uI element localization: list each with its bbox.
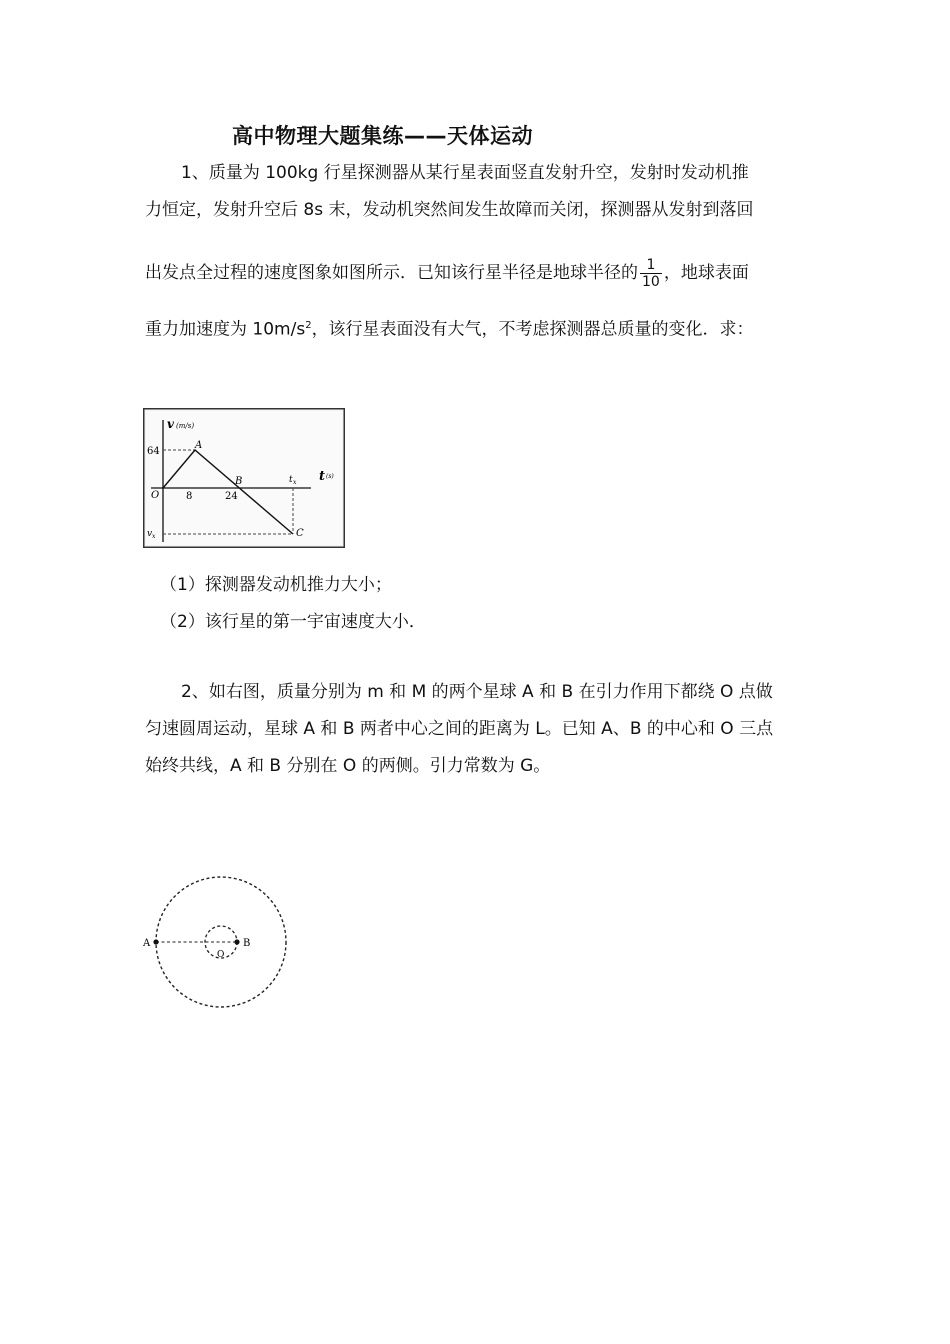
graph-label-tx: t <box>289 475 293 485</box>
graph-label-vx: v <box>147 529 153 539</box>
graph-label-o: O <box>151 490 160 501</box>
graph-label-tx-sub: x <box>293 479 297 486</box>
velocity-time-graph <box>143 408 345 548</box>
problem-1-line-4-after: ，该行星表面没有大气，不考虑探测器总质量的变化．求： <box>311 319 754 340</box>
problem-2-line-2: 匀速圆周运动，星球 A 和 B 两者中心之间的距离为 L。已知 A、B 的中心和 O 三点 <box>145 719 774 739</box>
graph-label-24: 24 <box>225 491 238 502</box>
graph-label-vx-sub: x <box>152 533 156 540</box>
problem-1-line-4-before: 重力加速度为 10m/s <box>145 319 306 340</box>
orbit-diagram <box>143 875 295 1010</box>
problem-2-line-1: 2、如右图，质量分别为 m 和 M 的两个星球 A 和 B 在引力作用下都绕 O 点做 <box>181 682 773 702</box>
problem-1-text <box>145 155 810 229</box>
graph-label-b: B <box>235 476 243 487</box>
problem-1-line-1: 1、质量为 100kg 行星探测器从某行星表面竖直发射升空，发射时发动机推 <box>181 163 749 183</box>
fraction-denominator: 10 <box>642 273 660 290</box>
graph-label-c: C <box>296 528 304 539</box>
graph-label-8: 8 <box>186 491 193 502</box>
problem-1-line-3-after: ，地球表面 <box>663 263 749 283</box>
problem-2-line-3: 始终共线，A 和 B 分别在 O 的两侧。引力常数为 G。 <box>145 756 551 776</box>
orbit-label-a: A <box>143 938 151 949</box>
graph-t-unit: (s) <box>326 473 334 480</box>
graph-v-label: v <box>167 417 174 431</box>
fraction-one-tenth <box>640 257 662 290</box>
problem-2-text <box>145 674 810 785</box>
superscript-2: 2 <box>305 320 312 331</box>
orbit-label-b: B <box>243 938 251 949</box>
graph-t-label: t <box>319 469 326 484</box>
graph-v-unit: (m/s) <box>176 422 195 430</box>
problem-1-line-2: 力恒定，发射升空后 8s 末，发动机突然间发生故障而关闭，探测器从发射到落回 <box>145 200 754 220</box>
problem-1-line-3 <box>145 255 810 292</box>
question-1: （1）探测器发动机推力大小； <box>160 575 392 595</box>
problem-1-line-3-before: 出发点全过程的速度图象如图所示．已知该行星半径是地球半径的 <box>145 263 638 283</box>
page-title: 高中物理大题集练——天体运动 <box>232 124 533 148</box>
problem-1-line-4 <box>145 307 810 349</box>
graph-label-a: A <box>195 440 203 451</box>
question-2: （2）该行星的第一宇宙速度大小． <box>160 612 426 632</box>
star-a-dot <box>153 939 158 944</box>
fraction-numerator: 1 <box>640 257 662 274</box>
star-b-dot <box>234 939 239 944</box>
graph-label-64: 64 <box>147 446 160 457</box>
orbit-label-o: O <box>217 950 225 960</box>
